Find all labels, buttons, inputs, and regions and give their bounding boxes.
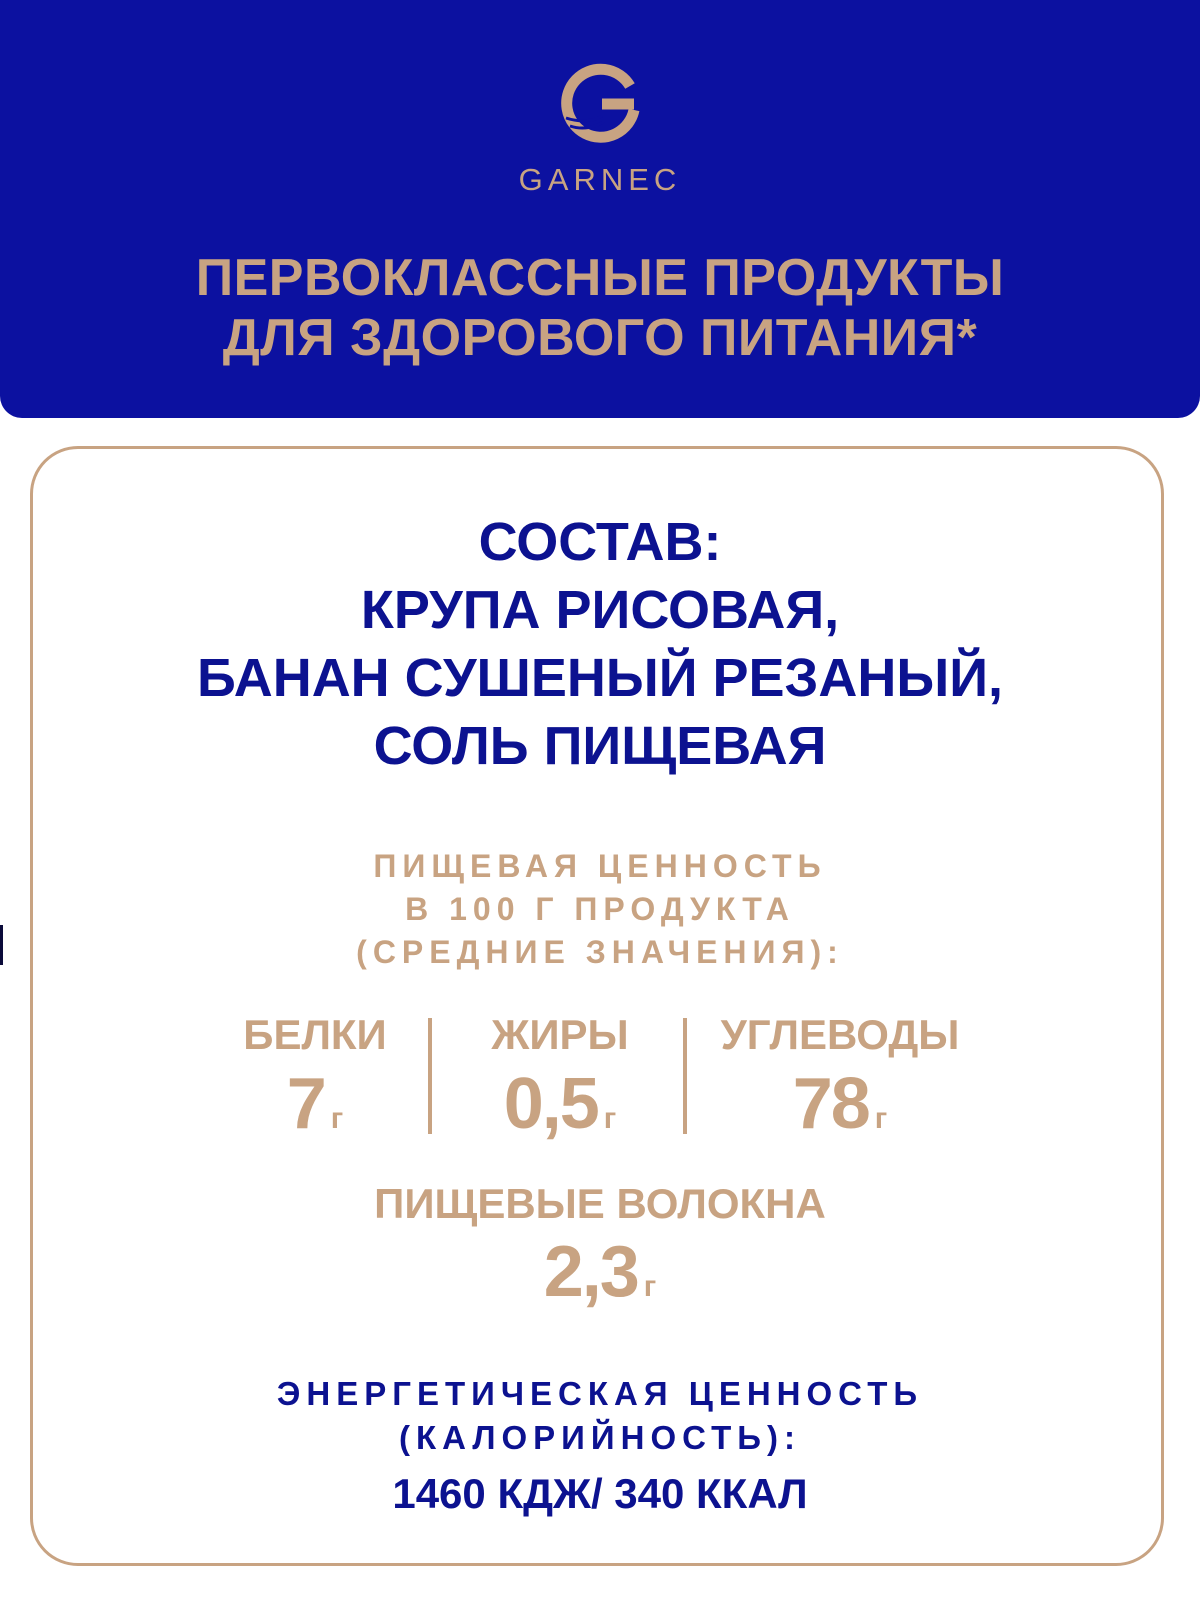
tagline-line: ДЛЯ ЗДОРОВОГО ПИТАНИЯ* [222, 309, 978, 367]
macro-value: 7 [286, 1064, 325, 1144]
fiber-value: 2,3 [543, 1232, 638, 1312]
brand-name: GARNEC [518, 162, 682, 197]
macro-divider [428, 1018, 432, 1134]
macro-divider [683, 1018, 687, 1134]
macro-protein [210, 1010, 420, 1144]
macro-value: 0,5 [503, 1064, 598, 1144]
macro-label: БЕЛКИ [243, 1011, 387, 1058]
energy-title-line: ЭНЕРГЕТИЧЕСКАЯ ЦЕННОСТЬ [276, 1375, 924, 1412]
energy-title [0, 1372, 1200, 1460]
macro-unit: г [330, 1102, 344, 1135]
nutrition-title-line: В 100 Г ПРОДУКТА [405, 891, 795, 927]
composition-title: СОСТАВ: [478, 512, 722, 572]
header-banner [0, 0, 1200, 418]
composition-line: БАНАН СУШЕНЫЙ РЕЗАНЫЙ, [196, 648, 1004, 708]
garnec-logo-icon [558, 62, 642, 146]
fiber-unit: г [643, 1270, 657, 1303]
macro-label: УГЛЕВОДЫ [720, 1011, 960, 1058]
macro-unit: г [603, 1102, 617, 1135]
composition-line: СОЛЬ ПИЩЕВАЯ [373, 716, 827, 776]
nutrition-title-line: ПИЩЕВАЯ ЦЕННОСТЬ [373, 848, 827, 884]
fiber-block [0, 1178, 1200, 1314]
macro-value-row [450, 1064, 670, 1144]
macro-value: 78 [792, 1064, 869, 1144]
macro-value-row [210, 1064, 420, 1144]
macro-carbs [700, 1010, 980, 1144]
energy-title-line: (КАЛОРИЙНОСТЬ): [398, 1419, 801, 1456]
fiber-value-row [0, 1230, 1200, 1314]
nutrition-title-line: (СРЕДНИЕ ЗНАЧЕНИЯ): [356, 934, 844, 970]
nutrition-title [0, 845, 1200, 974]
tagline [0, 248, 1200, 368]
composition-block [0, 508, 1200, 780]
macro-label: ЖИРЫ [491, 1011, 629, 1058]
macro-fat [450, 1010, 670, 1144]
tagline-line: ПЕРВОКЛАССНЫЕ ПРОДУКТЫ [195, 249, 1005, 307]
macro-unit: г [874, 1102, 888, 1135]
energy-value: 1460 КДЖ/ 340 ККАЛ [392, 1470, 808, 1517]
macro-value-row [700, 1064, 980, 1144]
fiber-label: ПИЩЕВЫЕ ВОЛОКНА [374, 1180, 826, 1227]
composition-line: КРУПА РИСОВАЯ, [360, 580, 840, 640]
